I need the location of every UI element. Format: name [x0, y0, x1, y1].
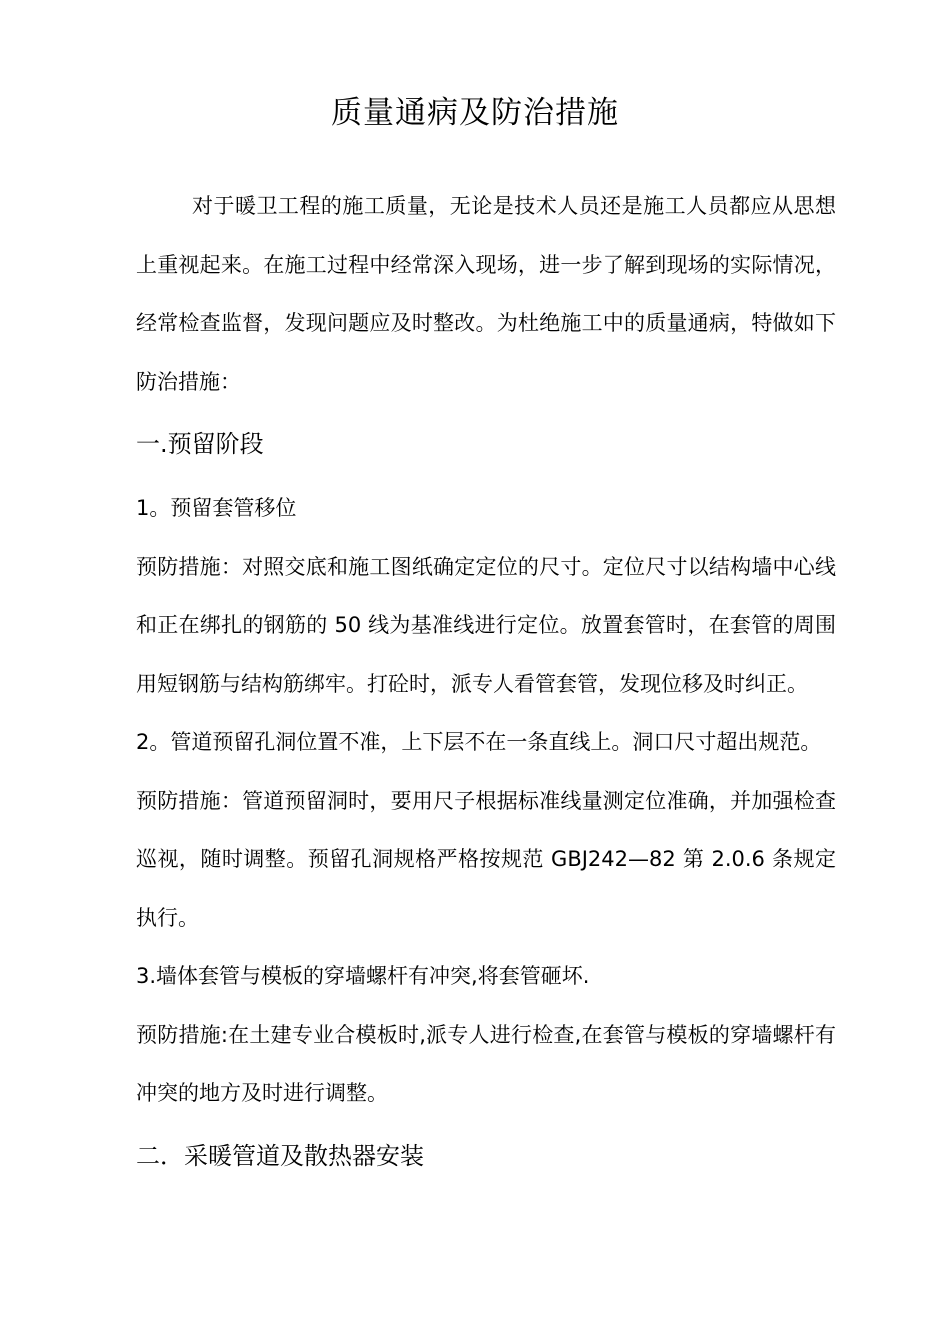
item-1-title: 1。预留套管移位	[136, 496, 297, 520]
intro-paragraph: 对于暖卫工程的施工质量，无论是技术人员还是施工人员都应从思想上重视起来。在施工过程中经常深入现场，进一步了解到现场的实际情况，经常检查监督，发现问题应及时整改。为杜绝施工中的质量通病，特做如下防治措施：	[136, 194, 836, 394]
document-body	[136, 177, 836, 1191]
item-2-measure: 预防措施：管道预留洞时，要用尺子根据标准线量测定位准确，并加强检查巡视，随时调整。预留孔洞规格严格按规范 GBJ242—82 第 2.0.6 条规定执行。	[136, 788, 836, 930]
document-title: 质量通病及防治措施	[331, 95, 619, 131]
item-3-title: 3.墙体套管与模板的穿墙螺杆有冲突,将套管砸坏.	[136, 964, 590, 988]
item-2-title: 2。管道预留孔洞位置不准，上下层不在一条直线上。洞口尺寸超出规范。	[136, 730, 822, 754]
item-3-measure: 预防措施:在土建专业合模板时,派专人进行检查,在套管与模板的穿墙螺杆有冲突的地方及时进行调整。	[136, 1022, 836, 1105]
section-heading-1: 一.预留阶段	[136, 430, 264, 458]
item-1-measure: 预防措施：对照交底和施工图纸确定定位的尺寸。定位尺寸以结构墙中心线和正在绑扎的钢筋的 50 线为基准线进行定位。放置套管时，在套管的周围用短钢筋与结构筋绑牢。打砼时，派专人看管套管，发现位移及时纠正。	[136, 554, 836, 696]
section-heading-2: 二．采暖管道及散热器安装	[136, 1141, 424, 1170]
